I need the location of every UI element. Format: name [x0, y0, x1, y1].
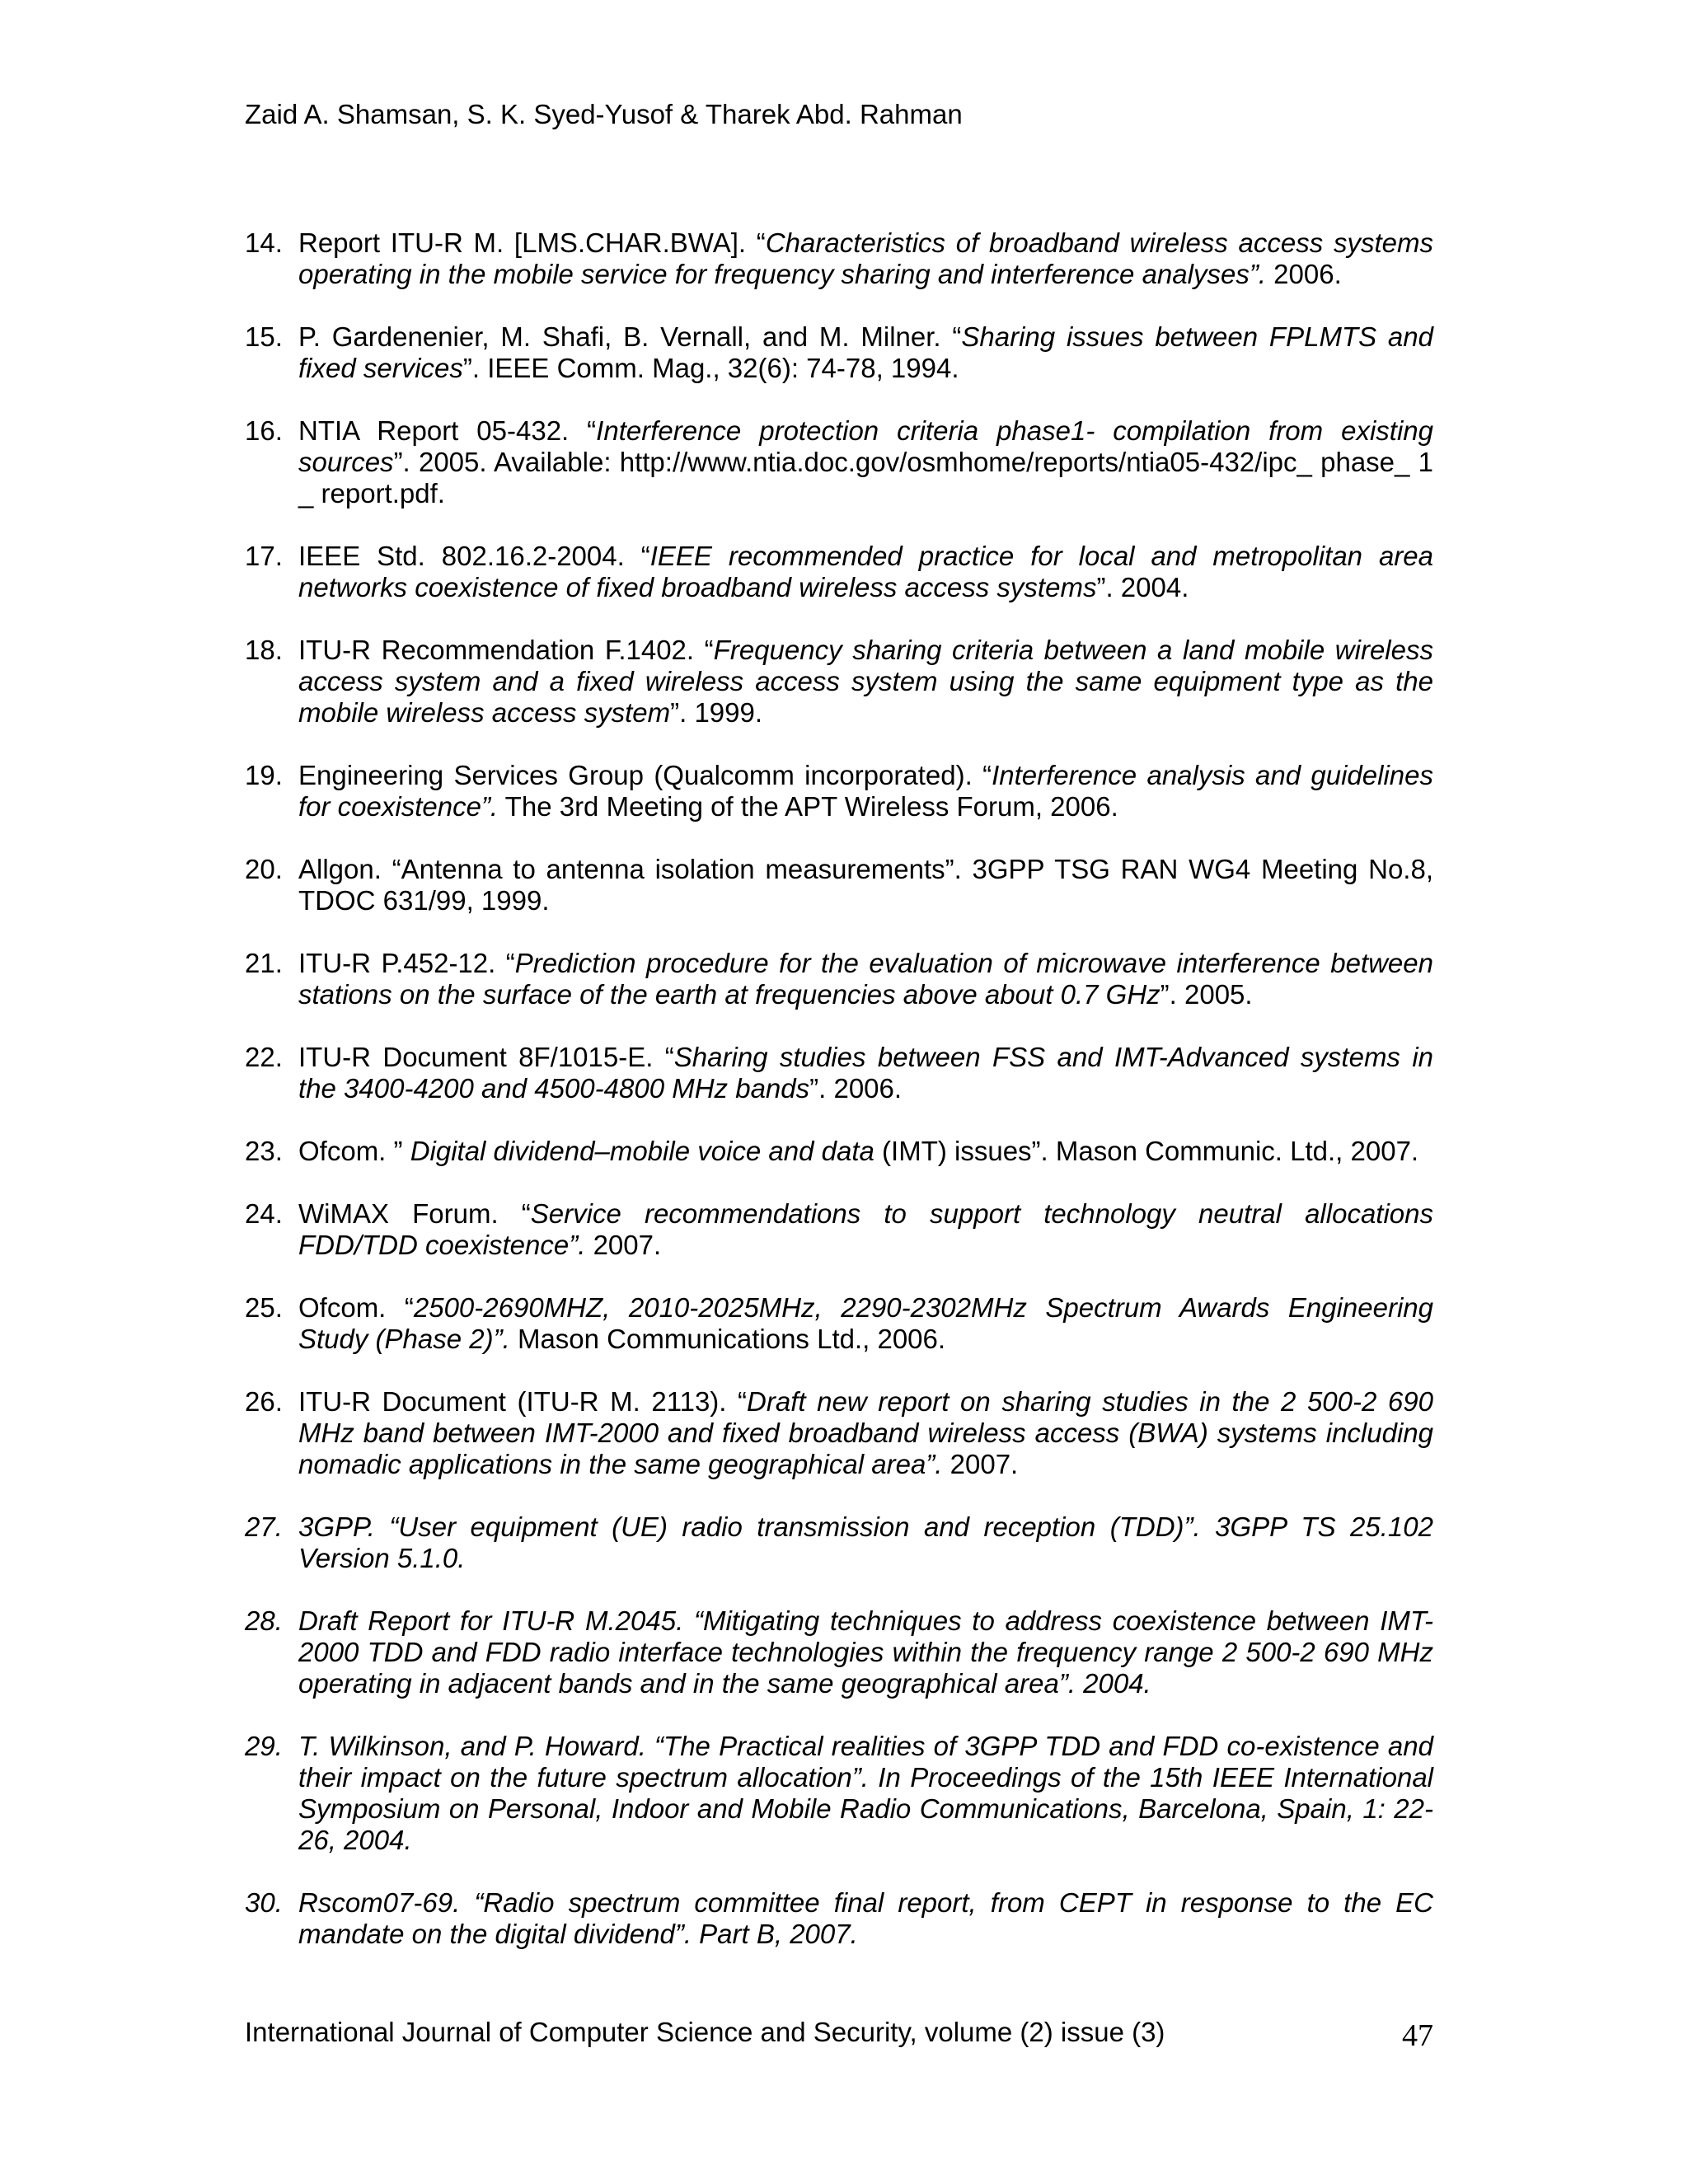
page-number: 47	[1402, 2018, 1433, 2053]
reference-30: 30. Rscom07-69. “Radio spectrum committee final report, from CEPT in response to the EC mandate on the digital dividend”. Part B, 2007.	[245, 1887, 1433, 1949]
reference-number: 22.	[245, 1042, 283, 1072]
reference-number: 30.	[245, 1887, 283, 1918]
reference-number: 29.	[245, 1731, 283, 1761]
reference-28: 28. Draft Report for ITU-R M.2045. “Mitigating techniques to address coexistence between IMT-2000 TDD and FDD radio interface technologies within the frequency range 2 500-2 690 MHz operating in adjacent bands and in the same geographical area”. 2004.	[245, 1605, 1433, 1699]
reference-20: 20. Allgon. “Antenna to antenna isolation measurements”. 3GPP TSG RAN WG4 Meeting No.8, TDOC 631/99, 1999.	[245, 854, 1433, 916]
reference-26: 26. ITU-R Document (ITU-R M. 2113). “Draft new report on sharing studies in the 2 500-2 690 MHz band between IMT-2000 and fixed broadband wireless access (BWA) systems including nomadic applications in the same geographical area”. 2007.	[245, 1386, 1433, 1479]
reference-number: 15.	[245, 321, 283, 352]
reference-24: 24. WiMAX Forum. “Service recommendations to support technology neutral allocations FDD/TDD coexistence”. 2007.	[245, 1198, 1433, 1260]
reference-number: 21.	[245, 948, 283, 978]
reference-19: 19. Engineering Services Group (Qualcomm incorporated). “Interference analysis and guidelines for coexistence”. The 3rd Meeting of the APT Wireless Forum, 2006.	[245, 760, 1433, 822]
reference-list	[245, 227, 1433, 1981]
reference-number: 18.	[245, 635, 283, 665]
reference-14: 14. Report ITU-R M. [LMS.CHAR.BWA]. “Characteristics of broadband wireless access systems operating in the mobile service for frequency sharing and interference analyses”. 2006.	[245, 227, 1434, 289]
reference-23: 23. Ofcom. ” Digital dividend–mobile voice and data (IMT) issues”. Mason Communic. Ltd., 2007.	[245, 1136, 1419, 1166]
reference-15: 15. P. Gardenenier, M. Shafi, B. Vernall, and M. Milner. “Sharing issues between FPLMTS and fixed services”. IEEE Comm. Mag., 32(6): 74-78, 1994.	[245, 321, 1433, 383]
reference-number: 14.	[245, 227, 283, 258]
reference-number: 25.	[245, 1292, 283, 1323]
reference-number: 27.	[245, 1511, 283, 1542]
reference-number: 19.	[245, 760, 283, 790]
reference-number: 16.	[245, 415, 283, 446]
reference-25: 25. Ofcom. “2500-2690MHZ, 2010-2025MHz, 2290-2302MHz Spectrum Awards Engineering Study (Phase 2)”. Mason Communications Ltd., 2006.	[245, 1292, 1433, 1354]
reference-16: 16. NTIA Report 05-432. “Interference protection criteria phase1- compilation from existing sources”. 2005. Available: http://www.ntia.doc.gov/osmhome/reports/ntia05-432/ipc_ phase_ 1 _ report.pdf.	[245, 415, 1433, 509]
reference-number: 20.	[245, 854, 283, 884]
footer-journal-info: International Journal of Computer Science and Security, volume (2) issue (3)	[245, 2017, 1165, 2047]
reference-number: 28.	[245, 1605, 283, 1636]
reference-number: 24.	[245, 1198, 283, 1229]
reference-number: 26.	[245, 1386, 283, 1417]
reference-21: 21. ITU-R P.452-12. “Prediction procedure for the evaluation of microwave interference between stations on the surface of the earth at frequencies above about 0.7 GHz”. 2005.	[245, 948, 1433, 1010]
reference-number: 17.	[245, 541, 283, 571]
reference-18: 18. ITU-R Recommendation F.1402. “Frequency sharing criteria between a land mobile wireless access system and a fixed wireless access system using the same equipment type as the mobile wireless access system”. 1999.	[245, 635, 1433, 728]
reference-number: 23.	[245, 1136, 283, 1166]
reference-27: 27. 3GPP. “User equipment (UE) radio transmission and reception (TDD)”. 3GPP TS 25.102 Version 5.1.0.	[245, 1511, 1433, 1573]
running-header-authors: Zaid A. Shamsan, S. K. Syed-Yusof & Tharek Abd. Rahman	[245, 99, 963, 129]
reference-29: 29. T. Wilkinson, and P. Howard. “The Practical realities of 3GPP TDD and FDD co-existence and their impact on the future spectrum allocation”. In Proceedings of the 15th IEEE International Symposium on Personal, Indoor and Mobile Radio Communications, Barcelona, Spain, 1: 22- 26, 2004.	[245, 1731, 1433, 1855]
reference-17: 17. IEEE Std. 802.16.2-2004. “IEEE recommended practice for local and metropolitan area networks coexistence of fixed broadband wireless access systems”. 2004.	[245, 541, 1434, 602]
reference-22: 22. ITU-R Document 8F/1015-E. “Sharing studies between FSS and IMT-Advanced systems in the 3400-4200 and 4500-4800 MHz bands”. 2006.	[245, 1042, 1434, 1104]
